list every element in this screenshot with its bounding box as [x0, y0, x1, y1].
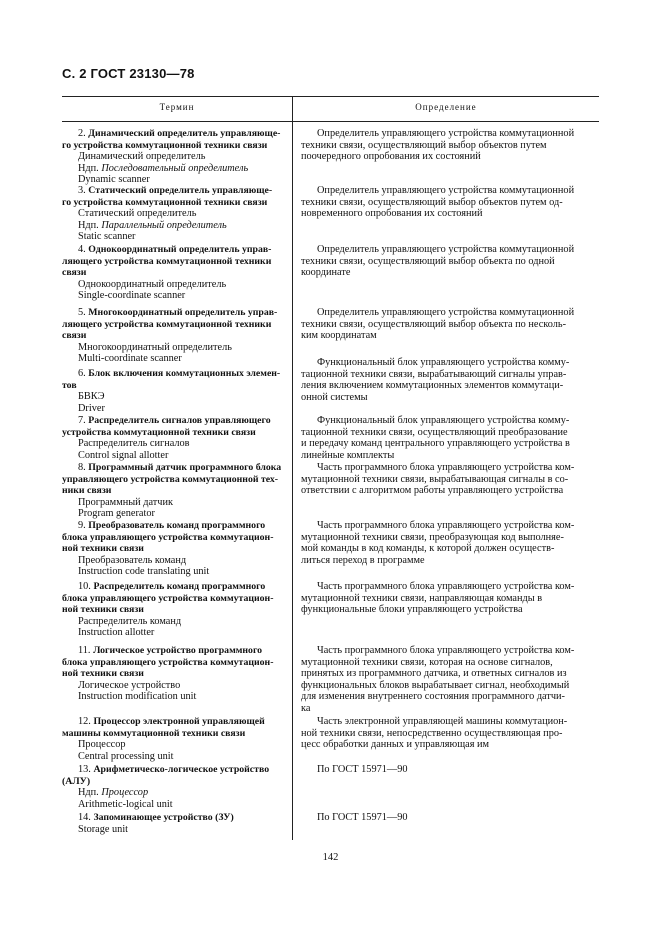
term-plain: Driver: [78, 402, 105, 414]
term-line: [62, 751, 284, 763]
definition-line: ления включением коммутационных элементов коммутаци-: [301, 380, 564, 392]
term-line: [62, 307, 284, 319]
term-line: [62, 474, 284, 486]
definition-line: Часть программного блока управляющего устройства ком-: [317, 462, 575, 473]
term-line: [62, 485, 284, 497]
term-line: [62, 787, 284, 799]
term-line: [62, 353, 284, 365]
term-line: [62, 415, 284, 427]
term-cell: [62, 520, 284, 578]
term-plain: Arithmetic-logical unit: [78, 798, 173, 810]
term-line: [62, 593, 284, 605]
term-number: 3.: [78, 185, 89, 196]
definition-line: Определитель управляющего устройства коммутационной: [317, 128, 575, 139]
term-line: [62, 220, 284, 232]
definition-line: онной системы: [301, 391, 368, 403]
term-line: [62, 728, 284, 740]
term-line: [62, 668, 284, 680]
definition-line: По ГОСТ 15971—90: [317, 812, 408, 823]
term-line: [62, 380, 284, 392]
term-plain: Instruction code translating unit: [78, 566, 210, 578]
definition-line: мой команды в код команды, к которой должен осуществ-: [301, 543, 555, 555]
term-number: 10.: [78, 581, 94, 592]
term-bold: ляющего устройства коммутационной техники: [62, 255, 272, 267]
term-plain: Ндп.: [78, 162, 102, 174]
term-plain: Процессор: [78, 739, 126, 751]
term-cell: [62, 581, 284, 639]
definition-cell: [301, 128, 598, 163]
term-bold: Программный датчик программного блока: [88, 462, 282, 473]
term-cell: [62, 462, 284, 520]
term-bold: Процессор электронной управляющей: [93, 716, 265, 727]
definition-line: ка: [301, 702, 311, 714]
definition-line: поочередного опробования их состояний: [301, 151, 481, 163]
definition-line: мутационной техники связи, направляющая команды в: [301, 592, 543, 604]
term-line: [62, 319, 284, 331]
term-cell: [62, 764, 284, 810]
term-plain: Program generator: [78, 508, 155, 520]
term-plain: Central processing unit: [78, 750, 174, 762]
table-header-rule: [62, 121, 599, 122]
definition-cell: [301, 812, 598, 824]
definition-line: тационной техники связи, осуществляющий преобразование: [301, 426, 568, 438]
term-line: [62, 462, 284, 474]
term-bold: Динамический определитель управляюще-: [88, 128, 281, 139]
term-line: [62, 691, 284, 703]
definition-line: Функциональный блок управляющего устройства комму-: [317, 415, 570, 426]
term-line: [62, 764, 284, 776]
definition-line: техники связи, осуществляющий выбор объекта по одной: [301, 255, 555, 267]
definition-cell: [301, 307, 598, 342]
term-line: [62, 581, 284, 593]
term-line: [62, 197, 284, 209]
term-bold: Запоминающее устройство (ЗУ): [93, 812, 234, 823]
term-bold: устройства коммутационной техники связи: [62, 426, 256, 438]
term-line: [62, 140, 284, 152]
term-italic: Последовательный определитель: [101, 162, 249, 174]
term-cell: [62, 812, 284, 835]
definition-cell: [301, 645, 598, 715]
term-cell: [62, 128, 284, 186]
term-line: [62, 555, 284, 567]
term-line: [62, 244, 284, 256]
column-header-term: Термин: [159, 102, 195, 112]
definition-line: Часть программного блока управляющего устройства ком-: [317, 520, 575, 531]
definition-line: функциональных блоков вырабатывает сигнал, необходимый: [301, 679, 570, 691]
term-line: [62, 368, 284, 380]
term-line: [62, 330, 284, 342]
definition-line: ной техники связи, непосредственно осуществляющая про-: [301, 727, 563, 739]
definition-line: мутационной техники связи, которая на основе сигналов,: [301, 656, 553, 668]
term-line: [62, 645, 284, 657]
term-bold: Преобразователь команд программного: [88, 520, 266, 531]
term-number: 9.: [78, 520, 89, 531]
definition-cell: [301, 357, 598, 403]
definition-line: мутационной техники связи, вырабатывающая сигналы в со-: [301, 473, 569, 485]
term-line: [62, 163, 284, 175]
definition-line: тационной техники связи, вырабатывающий сигналы управ-: [301, 368, 567, 380]
term-cell: [62, 368, 284, 414]
term-line: [62, 824, 284, 836]
term-plain: Control signal allotter: [78, 449, 169, 461]
term-plain: Instruction allotter: [78, 627, 155, 639]
term-italic: Процессор: [101, 787, 149, 799]
column-header-definition: Определение: [415, 102, 477, 112]
term-plain: Преобразователь команд: [78, 554, 187, 566]
definition-line: ответствии с алгоритмом работы управляющего устройства: [301, 485, 564, 497]
term-line: [62, 185, 284, 197]
term-plain: Однокоординатный определитель: [78, 278, 227, 290]
definition-cell: [301, 415, 598, 461]
term-bold: блока управляющего устройства коммутацион-: [62, 592, 274, 604]
term-cell: [62, 645, 284, 703]
term-bold: ной техники связи: [62, 543, 144, 555]
term-bold: Распределитель сигналов управляющего: [88, 415, 271, 426]
term-plain: Динамический определитель: [78, 151, 206, 163]
term-bold: связи: [62, 267, 87, 279]
term-line: [62, 279, 284, 291]
term-line: [62, 627, 284, 639]
term-bold: машины коммутационной техники связи: [62, 727, 246, 739]
definition-cell: [301, 520, 598, 566]
term-line: [62, 403, 284, 415]
term-number: 11.: [78, 645, 94, 656]
term-line: [62, 290, 284, 302]
term-plain: Программный датчик: [78, 496, 173, 508]
page-number: 142: [322, 852, 339, 863]
definition-line: По ГОСТ 15971—90: [317, 764, 408, 775]
term-number: 4.: [78, 244, 89, 255]
definition-line: координате: [301, 267, 351, 279]
column-divider: [292, 96, 293, 840]
term-bold: Распределитель команд программного: [93, 581, 266, 592]
term-plain: Статический определитель: [78, 208, 197, 220]
term-bold: Многокоординатный определитель управ-: [88, 307, 278, 318]
definition-line: техники связи, осуществляющий выбор объектов путем од-: [301, 196, 563, 208]
definition-line: цесс обработки данных и управляющая им: [301, 739, 490, 751]
term-cell: [62, 307, 284, 365]
definition-line: линейные комплекты: [301, 449, 395, 461]
term-line: [62, 812, 284, 824]
term-plain: Логическое устройство: [78, 679, 181, 691]
definition-line: принятых из программного датчика, и ответных сигналов из: [301, 668, 567, 680]
term-bold: связи: [62, 330, 87, 342]
term-bold: ники связи: [62, 485, 112, 497]
definition-line: Функциональный блок управляющего устройства комму-: [317, 357, 570, 368]
definition-cell: [301, 462, 598, 497]
term-line: [62, 231, 284, 243]
definition-cell: [301, 764, 598, 776]
term-line: [62, 256, 284, 268]
term-line: [62, 427, 284, 439]
definition-cell: [301, 244, 598, 279]
term-line: [62, 438, 284, 450]
page-header: С. 2 ГОСТ 23130—78: [62, 66, 195, 81]
term-line: [62, 604, 284, 616]
term-plain: Dynamic scanner: [78, 174, 150, 186]
term-cell: [62, 415, 284, 461]
term-plain: Multi-coordinate scanner: [78, 353, 182, 365]
term-line: [62, 716, 284, 728]
term-line: [62, 799, 284, 811]
definition-line: функциональные блоки управляющего устройства: [301, 604, 523, 616]
term-plain: Instruction modification unit: [78, 691, 197, 703]
term-bold: Логическое устройство программного: [93, 645, 263, 656]
term-line: [62, 342, 284, 354]
definition-line: Определитель управляющего устройства коммутационной: [317, 185, 575, 196]
term-number: 5.: [78, 307, 89, 318]
definition-line: литься переход в программе: [301, 554, 425, 566]
term-line: [62, 450, 284, 462]
definition-line: техники связи, осуществляющий выбор объекта по несколь-: [301, 318, 567, 330]
definition-line: Часть программного блока управляющего устройства ком-: [317, 581, 575, 592]
term-number: 7.: [78, 415, 89, 426]
term-line: [62, 680, 284, 692]
definition-line: мутационной техники связи, преобразующая код выполняе-: [301, 531, 564, 543]
term-line: [62, 657, 284, 669]
term-plain: Распределитель сигналов: [78, 438, 190, 450]
term-cell: [62, 185, 284, 243]
term-bold: блока управляющего устройства коммутацион-: [62, 656, 274, 668]
term-number: 8.: [78, 462, 89, 473]
term-line: [62, 208, 284, 220]
term-number: 2.: [78, 128, 89, 139]
term-line: [62, 543, 284, 555]
definition-cell: [301, 716, 598, 751]
definition-line: для изменения внутреннего состояния программного датчи-: [301, 691, 565, 703]
term-plain: Single-coordinate scanner: [78, 290, 186, 302]
term-line: [62, 776, 284, 788]
term-plain: Ндп.: [78, 787, 102, 799]
term-line: [62, 532, 284, 544]
definition-line: ким координатам: [301, 330, 377, 342]
definition-cell: [301, 581, 598, 616]
term-line: [62, 508, 284, 520]
term-number: 12.: [78, 716, 94, 727]
term-bold: ной техники связи: [62, 604, 144, 616]
term-number: 13.: [78, 764, 94, 775]
term-line: [62, 128, 284, 140]
term-line: [62, 616, 284, 628]
term-plain: Storage unit: [78, 823, 129, 835]
definition-line: Определитель управляющего устройства коммутационной: [317, 244, 575, 255]
definition-line: новременного опробования их состояний: [301, 208, 483, 220]
term-plain: Ндп.: [78, 219, 102, 231]
term-plain: Распределитель команд: [78, 615, 182, 627]
term-bold: (АЛУ): [62, 775, 91, 787]
term-line: [62, 497, 284, 509]
term-line: [62, 739, 284, 751]
definition-cell: [301, 185, 598, 220]
term-bold: ляющего устройства коммутационной техники: [62, 318, 272, 330]
definition-line: Определитель управляющего устройства коммутационной: [317, 307, 575, 318]
term-italic: Параллельный определитель: [101, 219, 227, 231]
definition-line: техники связи, осуществляющий выбор объектов путем: [301, 139, 547, 151]
term-line: [62, 520, 284, 532]
term-bold: Статический определитель управляюще-: [88, 185, 273, 196]
term-bold: управляющего устройства коммутационной тех-: [62, 473, 279, 485]
term-bold: го устройства коммутационной техники связи: [62, 139, 268, 151]
table-top-rule: [62, 96, 599, 97]
term-bold: ной техники связи: [62, 668, 144, 680]
term-bold: тов: [62, 379, 77, 391]
term-plain: Static scanner: [78, 231, 136, 243]
term-cell: [62, 244, 284, 302]
definition-line: Часть электронной управляющей машины коммутацион-: [317, 716, 568, 727]
term-line: [62, 391, 284, 403]
term-number: 14.: [78, 812, 94, 823]
term-plain: Многокоординатный определитель: [78, 341, 232, 353]
term-bold: го устройства коммутационной техники связи: [62, 196, 268, 208]
term-number: 6.: [78, 368, 89, 379]
term-line: [62, 151, 284, 163]
term-cell: [62, 716, 284, 762]
term-bold: Однокоординатный определитель управ-: [88, 244, 272, 255]
term-bold: Арифметическо-логическое устройство: [93, 764, 270, 775]
term-line: [62, 267, 284, 279]
term-line: [62, 566, 284, 578]
term-bold: Блок включения коммутационных элемен-: [88, 368, 281, 379]
definition-line: и передачу команд центрального управляющего устройства в: [301, 438, 570, 450]
term-bold: блока управляющего устройства коммутацион-: [62, 531, 274, 543]
definition-line: Часть программного блока управляющего устройства ком-: [317, 645, 575, 656]
term-plain: БВКЭ: [78, 391, 105, 403]
